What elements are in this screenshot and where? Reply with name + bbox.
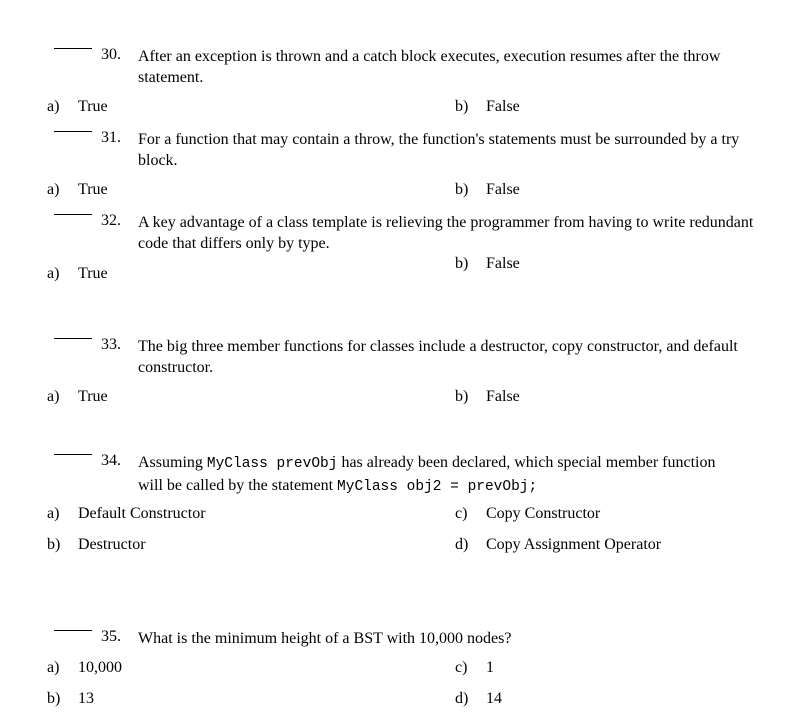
option-label: 1 xyxy=(486,659,494,676)
code-snippet: MyClass prevObj xyxy=(206,456,338,472)
option-b[interactable] xyxy=(47,536,146,554)
option-label: False xyxy=(486,181,520,198)
question-text: For a function that may contain a throw, the function's statements must be surrounded by a try block. xyxy=(138,131,740,169)
option-letter: b) xyxy=(455,181,469,198)
question-number: 31. xyxy=(101,129,121,146)
option-label: 13 xyxy=(78,690,94,707)
option-letter: a) xyxy=(47,659,60,676)
option-letter: a) xyxy=(47,505,60,522)
option-a[interactable] xyxy=(47,98,108,116)
option-label: True xyxy=(78,98,108,115)
option-label: True xyxy=(78,265,108,282)
question-text-part: Assuming xyxy=(138,454,207,471)
question-number: 30. xyxy=(101,46,121,63)
option-letter: c) xyxy=(455,659,468,676)
option-a[interactable] xyxy=(47,388,108,406)
option-a[interactable] xyxy=(47,659,122,677)
answer-blank[interactable] xyxy=(54,454,92,455)
option-label: False xyxy=(486,98,520,115)
option-letter: a) xyxy=(47,265,60,282)
option-label: Destructor xyxy=(78,536,146,553)
question-number: 32. xyxy=(101,212,121,229)
option-label: True xyxy=(78,388,108,405)
option-letter: a) xyxy=(47,388,60,405)
option-label: Copy Assignment Operator xyxy=(486,536,662,553)
question-text: What is the minimum height of a BST with 10,000 nodes? xyxy=(138,630,512,647)
option-a[interactable] xyxy=(47,181,108,199)
option-b[interactable] xyxy=(47,690,94,708)
option-label: Copy Constructor xyxy=(486,505,601,522)
answer-blank[interactable] xyxy=(54,131,92,132)
option-label: 10,000 xyxy=(78,659,122,676)
option-letter: a) xyxy=(47,98,60,115)
option-letter: b) xyxy=(455,255,469,272)
option-label: 14 xyxy=(486,690,502,707)
question-text: After an exception is thrown and a catch block executes, execution resumes after the throw statement. xyxy=(138,48,721,86)
code-snippet: MyClass obj2 = prevObj; xyxy=(337,479,538,495)
option-label: Default Constructor xyxy=(78,505,206,522)
option-a[interactable] xyxy=(47,265,108,283)
option-label: False xyxy=(486,388,520,405)
option-letter: c) xyxy=(455,505,468,522)
option-d[interactable] xyxy=(455,536,661,554)
option-a[interactable] xyxy=(47,505,206,523)
answer-blank[interactable] xyxy=(54,630,92,631)
option-c[interactable] xyxy=(455,505,600,523)
option-b[interactable] xyxy=(455,388,520,406)
option-label: True xyxy=(78,181,108,198)
answer-blank[interactable] xyxy=(54,338,92,339)
answer-blank[interactable] xyxy=(54,48,92,49)
option-c[interactable] xyxy=(455,659,494,677)
option-letter: b) xyxy=(47,690,61,707)
question-text-part: has already been declared, which special member function will be called by the statement xyxy=(138,454,716,494)
option-b[interactable] xyxy=(455,98,520,116)
question-text: A key advantage of a class template is relieving the programmer from having to write redundant code that differs only by type. xyxy=(138,214,754,252)
option-d[interactable] xyxy=(455,690,502,708)
option-b[interactable] xyxy=(455,255,520,273)
option-letter: b) xyxy=(455,388,469,405)
option-letter: b) xyxy=(47,536,61,553)
question-number: 34. xyxy=(101,452,121,469)
option-label: False xyxy=(486,255,520,272)
option-letter: d) xyxy=(455,690,469,707)
option-letter: a) xyxy=(47,181,60,198)
question-number: 35. xyxy=(101,628,121,645)
option-b[interactable] xyxy=(455,181,520,199)
question-text: The big three member functions for classes include a destructor, copy constructor, and default constructor. xyxy=(138,338,738,376)
question-number: 33. xyxy=(101,336,121,353)
option-letter: b) xyxy=(455,98,469,115)
answer-blank[interactable] xyxy=(54,214,92,215)
question-text xyxy=(138,452,738,498)
option-letter: d) xyxy=(455,536,469,553)
